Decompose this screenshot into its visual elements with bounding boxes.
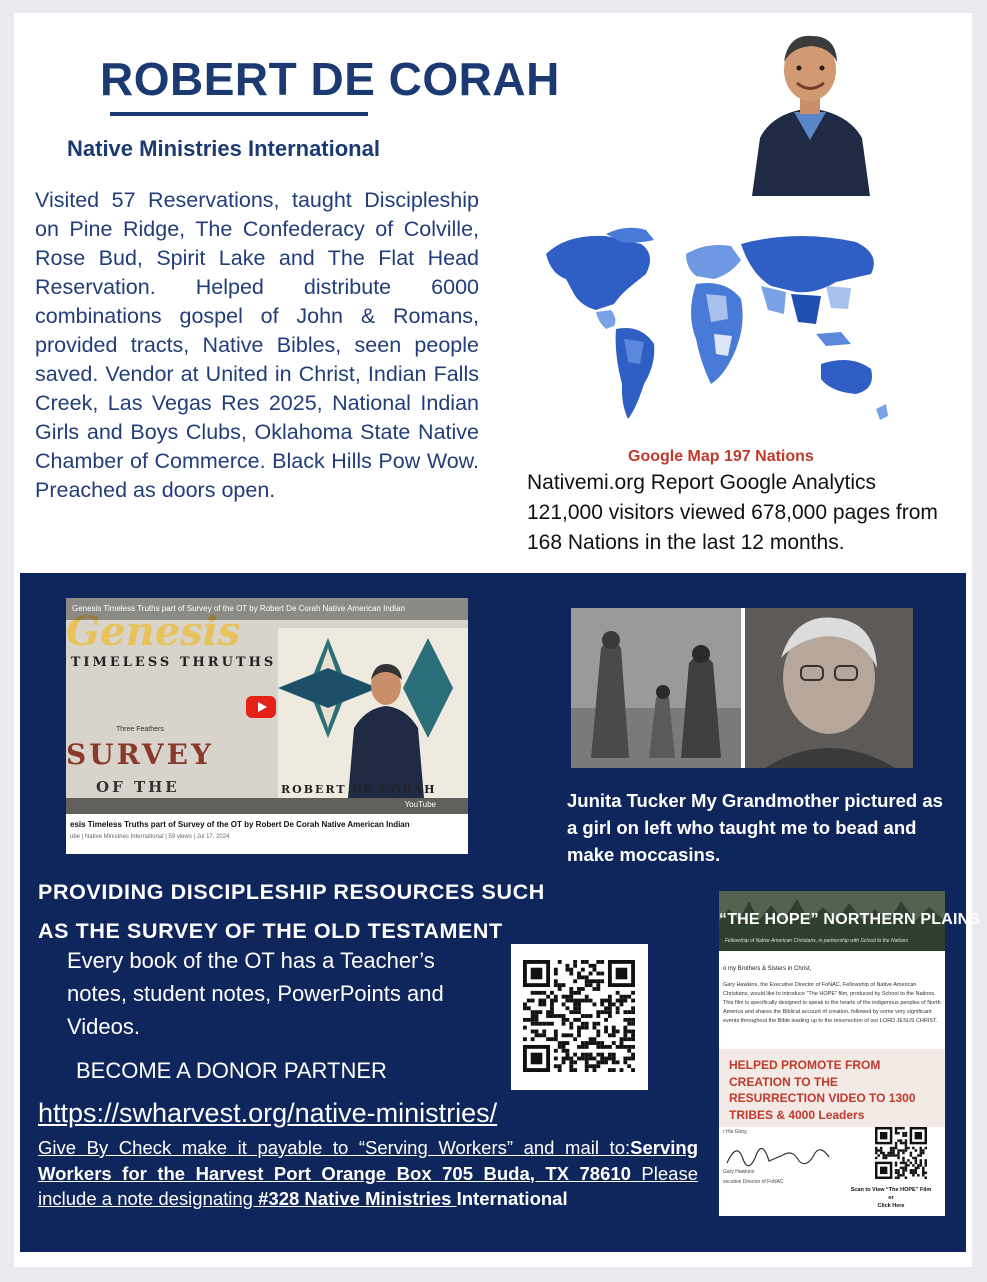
- historic-family-photo: [571, 608, 741, 768]
- organization-name: Native Ministries International: [67, 136, 380, 161]
- video-title-bar: Genesis Timeless Truths part of Survey of the OT by Robert De Corah Native American Indian: [66, 598, 468, 620]
- give-by-check-text: [38, 1135, 698, 1212]
- designation-note: Please include a note designating: [38, 1162, 698, 1209]
- hope-greeting: o my Brothers & Sisters in Christ,: [723, 966, 812, 972]
- video-meta: ube | Native Ministries International | 59 views | Jul 17, 2024: [70, 834, 230, 840]
- play-icon[interactable]: [246, 696, 276, 718]
- hope-promo-text: HELPED PROMOTE FROM CREATION TO THE RESURRECTION VIDEO TO 1300 TRIBES & 4000 Leaders: [719, 1049, 945, 1127]
- video-caption[interactable]: esis Timeless Truths part of Survey of the OT by Robert De Corah Native American Indian: [70, 820, 410, 829]
- hope-scan-line-2: or: [888, 1195, 894, 1201]
- video-frame[interactable]: [66, 598, 468, 814]
- hope-scan-line-3[interactable]: Click Here: [877, 1203, 905, 1209]
- hope-qr-icon[interactable]: [875, 1127, 927, 1179]
- robert-portrait-photo: [742, 28, 879, 196]
- world-map-graphic: [536, 224, 896, 434]
- title-underline: [110, 112, 368, 116]
- intro-paragraph: Visited 57 Reservations, taught Discipleship on Pine Ridge, The Confederacy of Colville, Rose Bud, Spirit Lake and The Flat Head Reservation. Helped distribute 6000 combinations gospel of John & Romans, provided tracts, Native Bibles, seen people saved. Vendor at United in Christ, Indian Falls Creek, Las Vegas Res 2025, National Indian Girls and Boys Clubs, Oklahoma State Native Chamber of Commerce. Black Hills Pow Wow. Preached as doors open.: [35, 188, 479, 502]
- designation-suffix: International: [456, 1188, 568, 1209]
- hope-signer-title: xecutive Director of FoNAC: [723, 1179, 784, 1185]
- hope-closing: r His Glory,: [723, 1129, 748, 1135]
- of-the-text: OF THE: [96, 778, 180, 796]
- video-controls[interactable]: [66, 798, 468, 814]
- donation-link[interactable]: https://swharvest.org/native-ministries/: [38, 1098, 498, 1128]
- three-feathers-label: Three Feathers: [116, 726, 164, 733]
- give-prefix: Give By Check make it payable to “Serving Workers” and mail to:: [38, 1137, 631, 1158]
- ot-resources-description: Every book of the OT has a Teacher’s notes, student notes, PowerPoints and Videos.: [67, 948, 444, 1039]
- hope-film-card[interactable]: [719, 891, 981, 1216]
- designation-code: #328 Native Ministries: [258, 1188, 457, 1209]
- page-title: ROBERT DE CORAH: [100, 53, 560, 105]
- grandmother-portrait: [745, 608, 913, 768]
- qr-code-icon[interactable]: [523, 960, 635, 1072]
- presenter-name: ROBERT DE CORAH: [281, 783, 437, 796]
- analytics-text: Nativemi.org Report Google Analytics 121,000 visitors viewed 678,000 pages from 168 Nations in the last 12 months.: [527, 471, 938, 554]
- donor-partner-label: BECOME A DONOR PARTNER: [76, 1058, 387, 1083]
- hope-letter-body: Gary Hawkins, the Executive Director of FoNAC, Fellowship of Native American Christians, would like to introduce "The HOPE" film, produced by School to the Nations. This film is specifically designed to speak to the hearts of the indigenous peoples of North America and shares the Biblical account of creation, followed by some very significant events throughout the Bible leading up to the resurrection of our LORD JESUS CHRIST.: [723, 982, 941, 1024]
- grandmother-caption: Junita Tucker My Grandmother pictured as a girl on left who taught me to bead and make moccasins.: [567, 790, 943, 865]
- resources-heading-line-2: AS THE SURVEY OF THE OLD TESTAMENT: [38, 919, 503, 943]
- timeless-truths-text: TIMELESS THRUTHS: [70, 655, 277, 670]
- presenter-figure: [346, 658, 426, 798]
- genesis-title: Genesis: [66, 608, 241, 655]
- map-caption: Google Map 197 Nations: [628, 448, 814, 465]
- hope-scan-instructions[interactable]: [837, 1186, 945, 1210]
- hope-subtitle: Fellowship of Native American Christians, in partnership with School to the Nations: [725, 938, 908, 944]
- hope-title: “THE HOPE” NORTHERN PLAINS: [719, 911, 981, 928]
- grandmother-photos: [571, 608, 913, 768]
- resources-heading: [38, 873, 638, 951]
- survey-title: SURVEY: [66, 738, 214, 771]
- mailing-address: Serving Workers for the Harvest Port Orange Box 705 Buda, TX 78610: [38, 1137, 698, 1184]
- resources-heading-line-1: PROVIDING DISCIPLESHIP RESOURCES SUCH: [38, 880, 545, 904]
- hope-scan-line-1: Scan to View “The HOPE” Film: [850, 1187, 932, 1193]
- youtube-logo-label[interactable]: YouTube: [404, 800, 436, 809]
- hope-signer: Gary Hawkins: [723, 1169, 755, 1175]
- donation-qr-code[interactable]: [511, 944, 648, 1090]
- video-thumbnail[interactable]: [66, 598, 468, 854]
